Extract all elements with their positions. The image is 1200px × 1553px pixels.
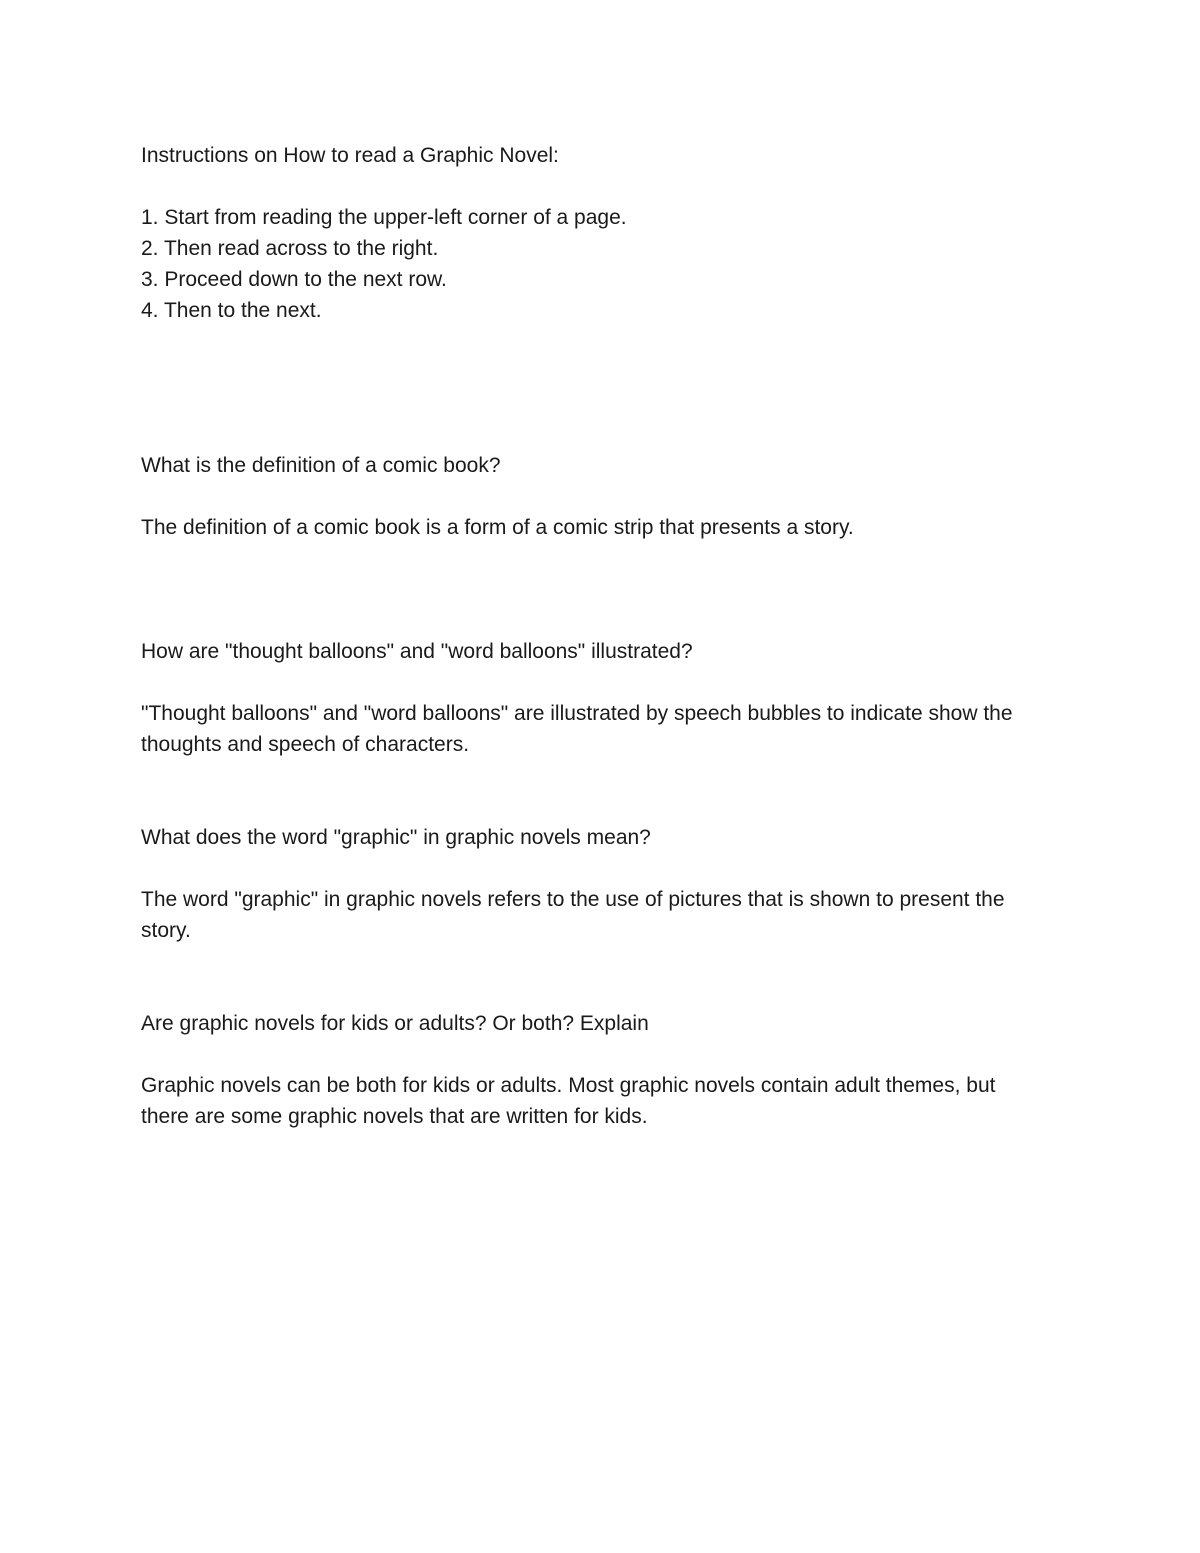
- instruction-step: 4. Then to the next.: [141, 299, 322, 322]
- document-title: Instructions on How to read a Graphic Novel:: [141, 144, 559, 167]
- answer: The definition of a comic book is a form of a comic strip that presents a story.: [141, 516, 854, 539]
- answer: "Thought balloons" and "word balloons" are illustrated by speech bubbles to indicate show the thoughts and speech of characters.: [141, 702, 1013, 756]
- question: What does the word "graphic" in graphic novels mean?: [141, 826, 651, 849]
- question: How are "thought balloons" and "word balloons" illustrated?: [141, 640, 693, 663]
- spacer: [141, 1039, 1041, 1070]
- question: What is the definition of a comic book?: [141, 454, 501, 477]
- question: Are graphic novels for kids or adults? Or both? Explain: [141, 1012, 649, 1035]
- instruction-step: 3. Proceed down to the next row.: [141, 268, 447, 291]
- spacer: [141, 171, 1041, 202]
- answer: Graphic novels can be both for kids or adults. Most graphic novels contain adult themes, but there are some graphic novels that are written for kids.: [141, 1074, 996, 1128]
- instruction-step: 1. Start from reading the upper-left corner of a page.: [141, 206, 627, 229]
- instruction-step: 2. Then read across to the right.: [141, 237, 439, 260]
- spacer: [141, 853, 1041, 884]
- spacer: [141, 543, 1041, 636]
- spacer: [141, 481, 1041, 512]
- document-body: [141, 140, 1041, 1132]
- spacer: [141, 946, 1041, 1008]
- instruction-steps-list: [141, 202, 1041, 326]
- spacer: [141, 326, 1041, 450]
- spacer: [141, 760, 1041, 822]
- answer: The word "graphic" in graphic novels refers to the use of pictures that is shown to present the story.: [141, 888, 1005, 942]
- spacer: [141, 667, 1041, 698]
